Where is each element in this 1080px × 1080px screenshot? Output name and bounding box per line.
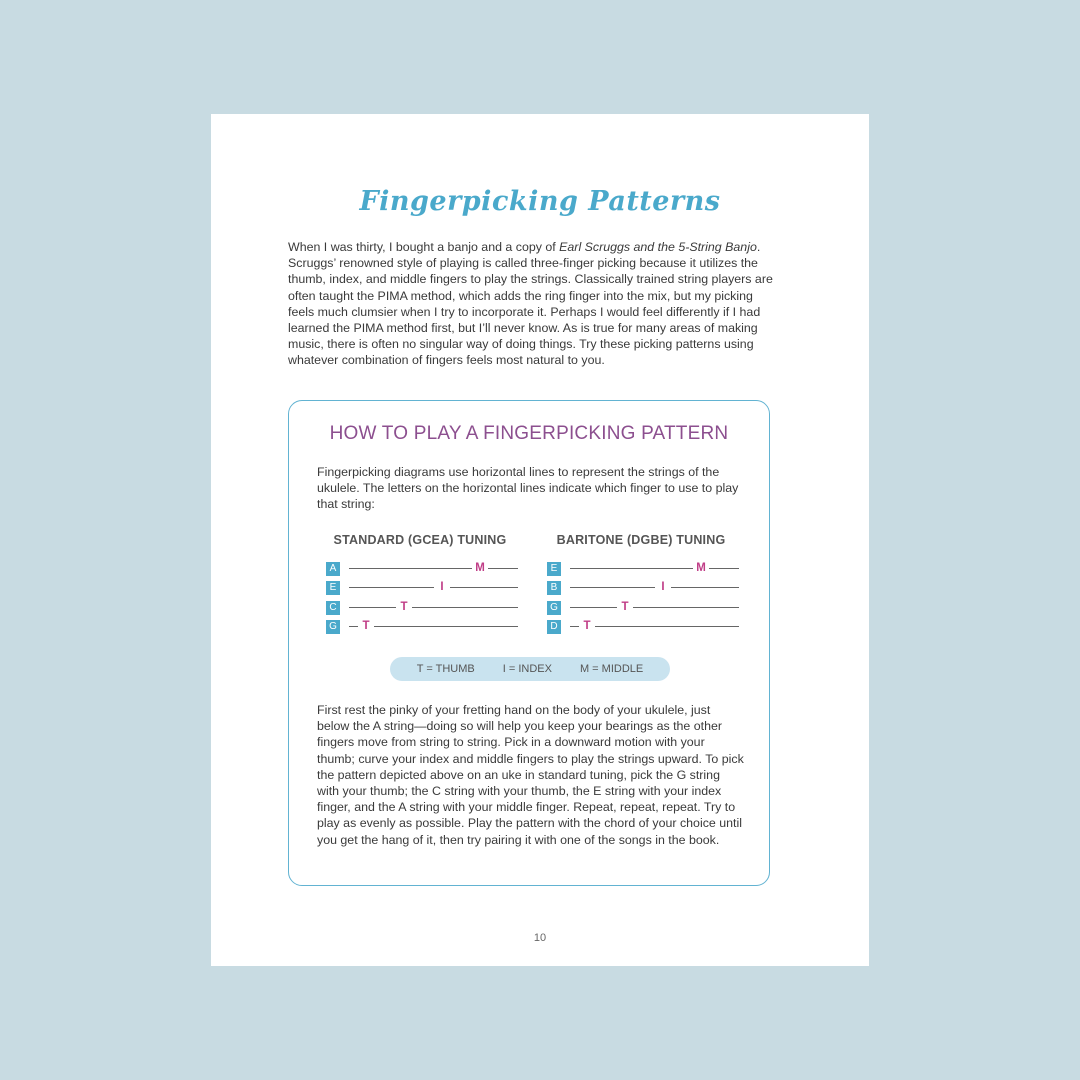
box-intro: Fingerpicking diagrams use horizontal lines to represent the strings of the ukulele. The letters on the horizontal lines indicate which finger to use to play that string:	[317, 465, 739, 512]
string-label: B	[547, 581, 561, 595]
string-line	[570, 568, 739, 569]
book-title: Earl Scruggs and the 5-String Banjo	[559, 240, 757, 254]
intro-paragraph	[288, 239, 782, 369]
string-line	[570, 626, 739, 627]
legend-thumb: T = THUMB	[416, 663, 475, 675]
string-line	[570, 607, 739, 608]
page-title: Fingerpicking Patterns	[359, 186, 721, 217]
string-label: G	[326, 620, 340, 634]
string-row	[322, 619, 518, 638]
legend-middle: M = MIDDLE	[579, 663, 644, 675]
diagram-title: STANDARD (GCEA) TUNING	[333, 533, 507, 547]
string-label: A	[326, 562, 340, 576]
box-body-paragraph: First rest the pinky of your fretting hand on the body of your ukulele, just below the A string—doing so will help you keep your bearings as the other fingers move from string to string. Pick in a downward motion with your thumb; curve your index and middle fingers to play the strings upward. To pick the pattern depicted above on an uke in standard tuning, pick the G string with your thumb; the C string with your thumb, the E string with your index finger, and the A string with your middle finger. Repeat, repeat, repeat. Try to play as evenly as possible. Play the pattern with the chord of your choice until you get the hang of it, then try pairing it with one of the songs in the book.	[317, 703, 744, 847]
finger-marker: M	[693, 561, 709, 576]
finger-marker: T	[358, 619, 374, 634]
string-label: C	[326, 601, 340, 615]
page-number: 10	[533, 932, 547, 944]
legend-index: I = INDEX	[502, 663, 552, 675]
standard-tuning-diagram	[322, 533, 518, 638]
finger-legend	[390, 657, 670, 681]
string-row	[543, 580, 739, 599]
string-line	[349, 626, 518, 627]
box-title: HOW TO PLAY A FINGERPICKING PATTERN	[329, 423, 729, 444]
string-label: D	[547, 620, 561, 634]
how-to-box	[288, 400, 770, 886]
finger-marker: I	[434, 580, 450, 595]
string-row	[322, 580, 518, 599]
intro-text-start: When I was thirty, I bought a banjo and a copy of	[288, 240, 560, 254]
string-row	[322, 561, 518, 580]
string-line	[349, 568, 518, 569]
finger-marker: M	[472, 561, 488, 576]
string-row	[543, 619, 739, 638]
finger-marker: T	[617, 600, 633, 615]
finger-marker: T	[396, 600, 412, 615]
string-row	[543, 561, 739, 580]
baritone-tuning-diagram	[543, 533, 739, 638]
diagram-title: BARITONE (DGBE) TUNING	[556, 533, 726, 547]
string-row	[322, 600, 518, 619]
book-page	[211, 114, 869, 966]
intro-text-end: . Scruggs’ renowned style of playing is called three-finger picking because it utilizes the thumb, index, and middle fingers to play the strings. Classically trained string players are often taught the PIMA method, which adds the ring finger into the mix, but my picking feels much clumsier when I try to incorporate it. Perhaps I would feel differently if I had learned the PIMA method first, but I’ll never know. As is true for many areas of making music, there is often no singular way of doing things. Try these picking patterns using whatever combination of fingers feels most natural to you.	[288, 240, 773, 368]
string-label: G	[547, 601, 561, 615]
finger-marker: T	[579, 619, 595, 634]
string-line	[349, 607, 518, 608]
finger-marker: I	[655, 580, 671, 595]
string-label: E	[547, 562, 561, 576]
string-row	[543, 600, 739, 619]
string-label: E	[326, 581, 340, 595]
